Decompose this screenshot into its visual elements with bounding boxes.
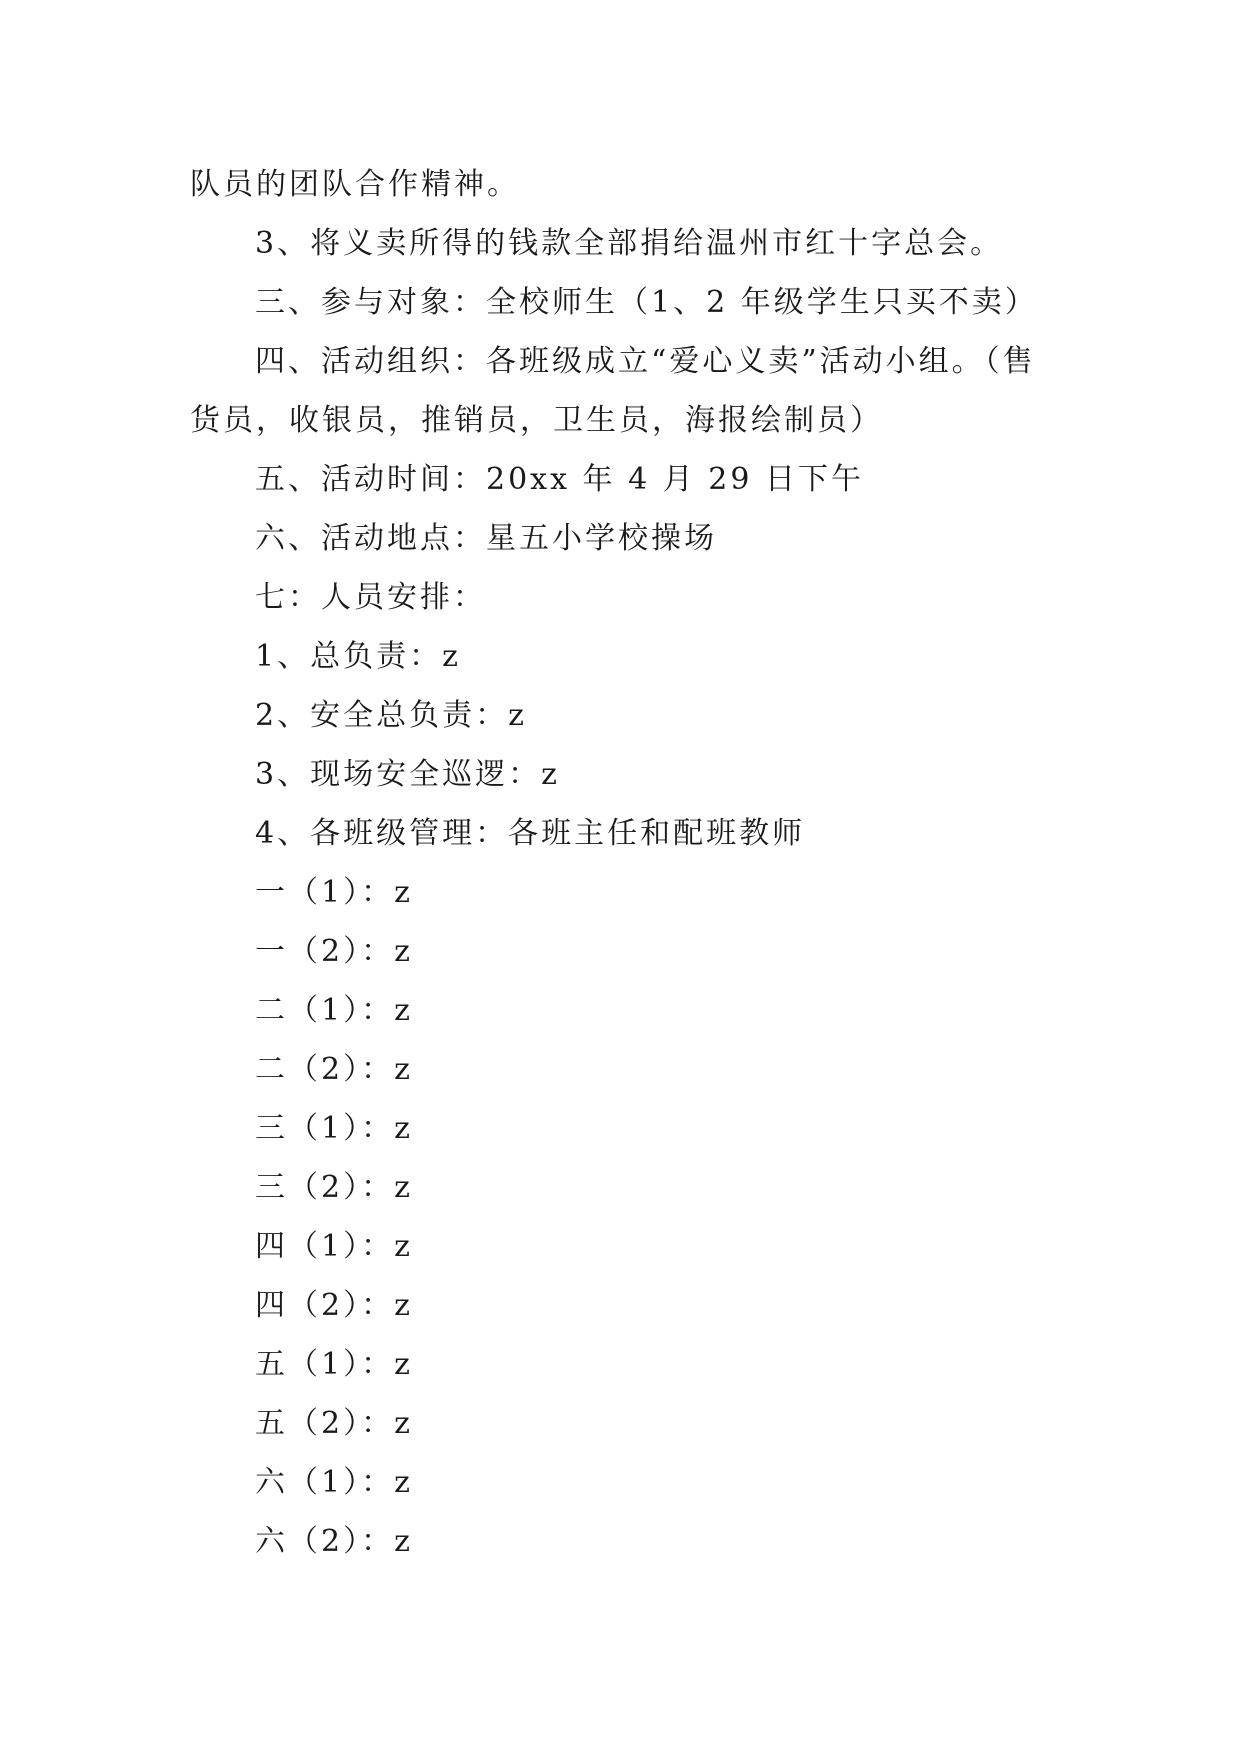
document-body <box>190 155 1070 1571</box>
staffing-item-general-lead: 1、总负责：z <box>255 639 461 674</box>
class-assignment-2-2: 二（2）：z <box>255 1052 413 1087</box>
section-location: 六、活动地点：星五小学校操场 <box>255 521 717 556</box>
staffing-item-safety-lead: 2、安全总负责：z <box>255 698 527 733</box>
class-assignment-4-2: 四（2）：z <box>255 1288 413 1323</box>
class-assignment-6-1: 六（1）：z <box>255 1465 413 1500</box>
class-assignment-1-2: 一（2）：z <box>255 934 413 969</box>
staffing-item-class-management: 4、各班级管理：各班主任和配班教师 <box>255 816 806 851</box>
class-assignment-3-2: 三（2）：z <box>255 1170 413 1205</box>
class-assignment-3-1: 三（1）：z <box>255 1111 413 1146</box>
paragraph-continuation: 队员的团队合作精神。 <box>190 167 520 202</box>
class-assignment-1-1: 一（1）：z <box>255 875 413 910</box>
class-assignment-2-1: 二（1）：z <box>255 993 413 1028</box>
class-assignment-5-2: 五（2）：z <box>255 1406 413 1441</box>
class-assignment-4-1: 四（1）：z <box>255 1229 413 1264</box>
purpose-item-3: 3、将义卖所得的钱款全部捐给温州市红十字总会。 <box>255 226 1004 261</box>
section-organization: 四、活动组织：各班级成立“爱心义卖”活动小组。（售 <box>255 344 1036 379</box>
class-assignment-6-2: 六（2）：z <box>255 1524 413 1559</box>
staffing-item-patrol: 3、现场安全巡逻：z <box>255 757 560 792</box>
section-participants: 三、参与对象：全校师生（1、2 年级学生只买不卖） <box>255 285 1038 320</box>
class-assignment-5-1: 五（1）：z <box>255 1347 413 1382</box>
section-time: 五、活动时间：20xx 年 4 月 29 日下午 <box>255 462 864 497</box>
section-staffing: 七：人员安排： <box>255 580 486 615</box>
section-organization-continued: 货员，收银员，推销员，卫生员，海报绘制员） <box>190 403 883 438</box>
